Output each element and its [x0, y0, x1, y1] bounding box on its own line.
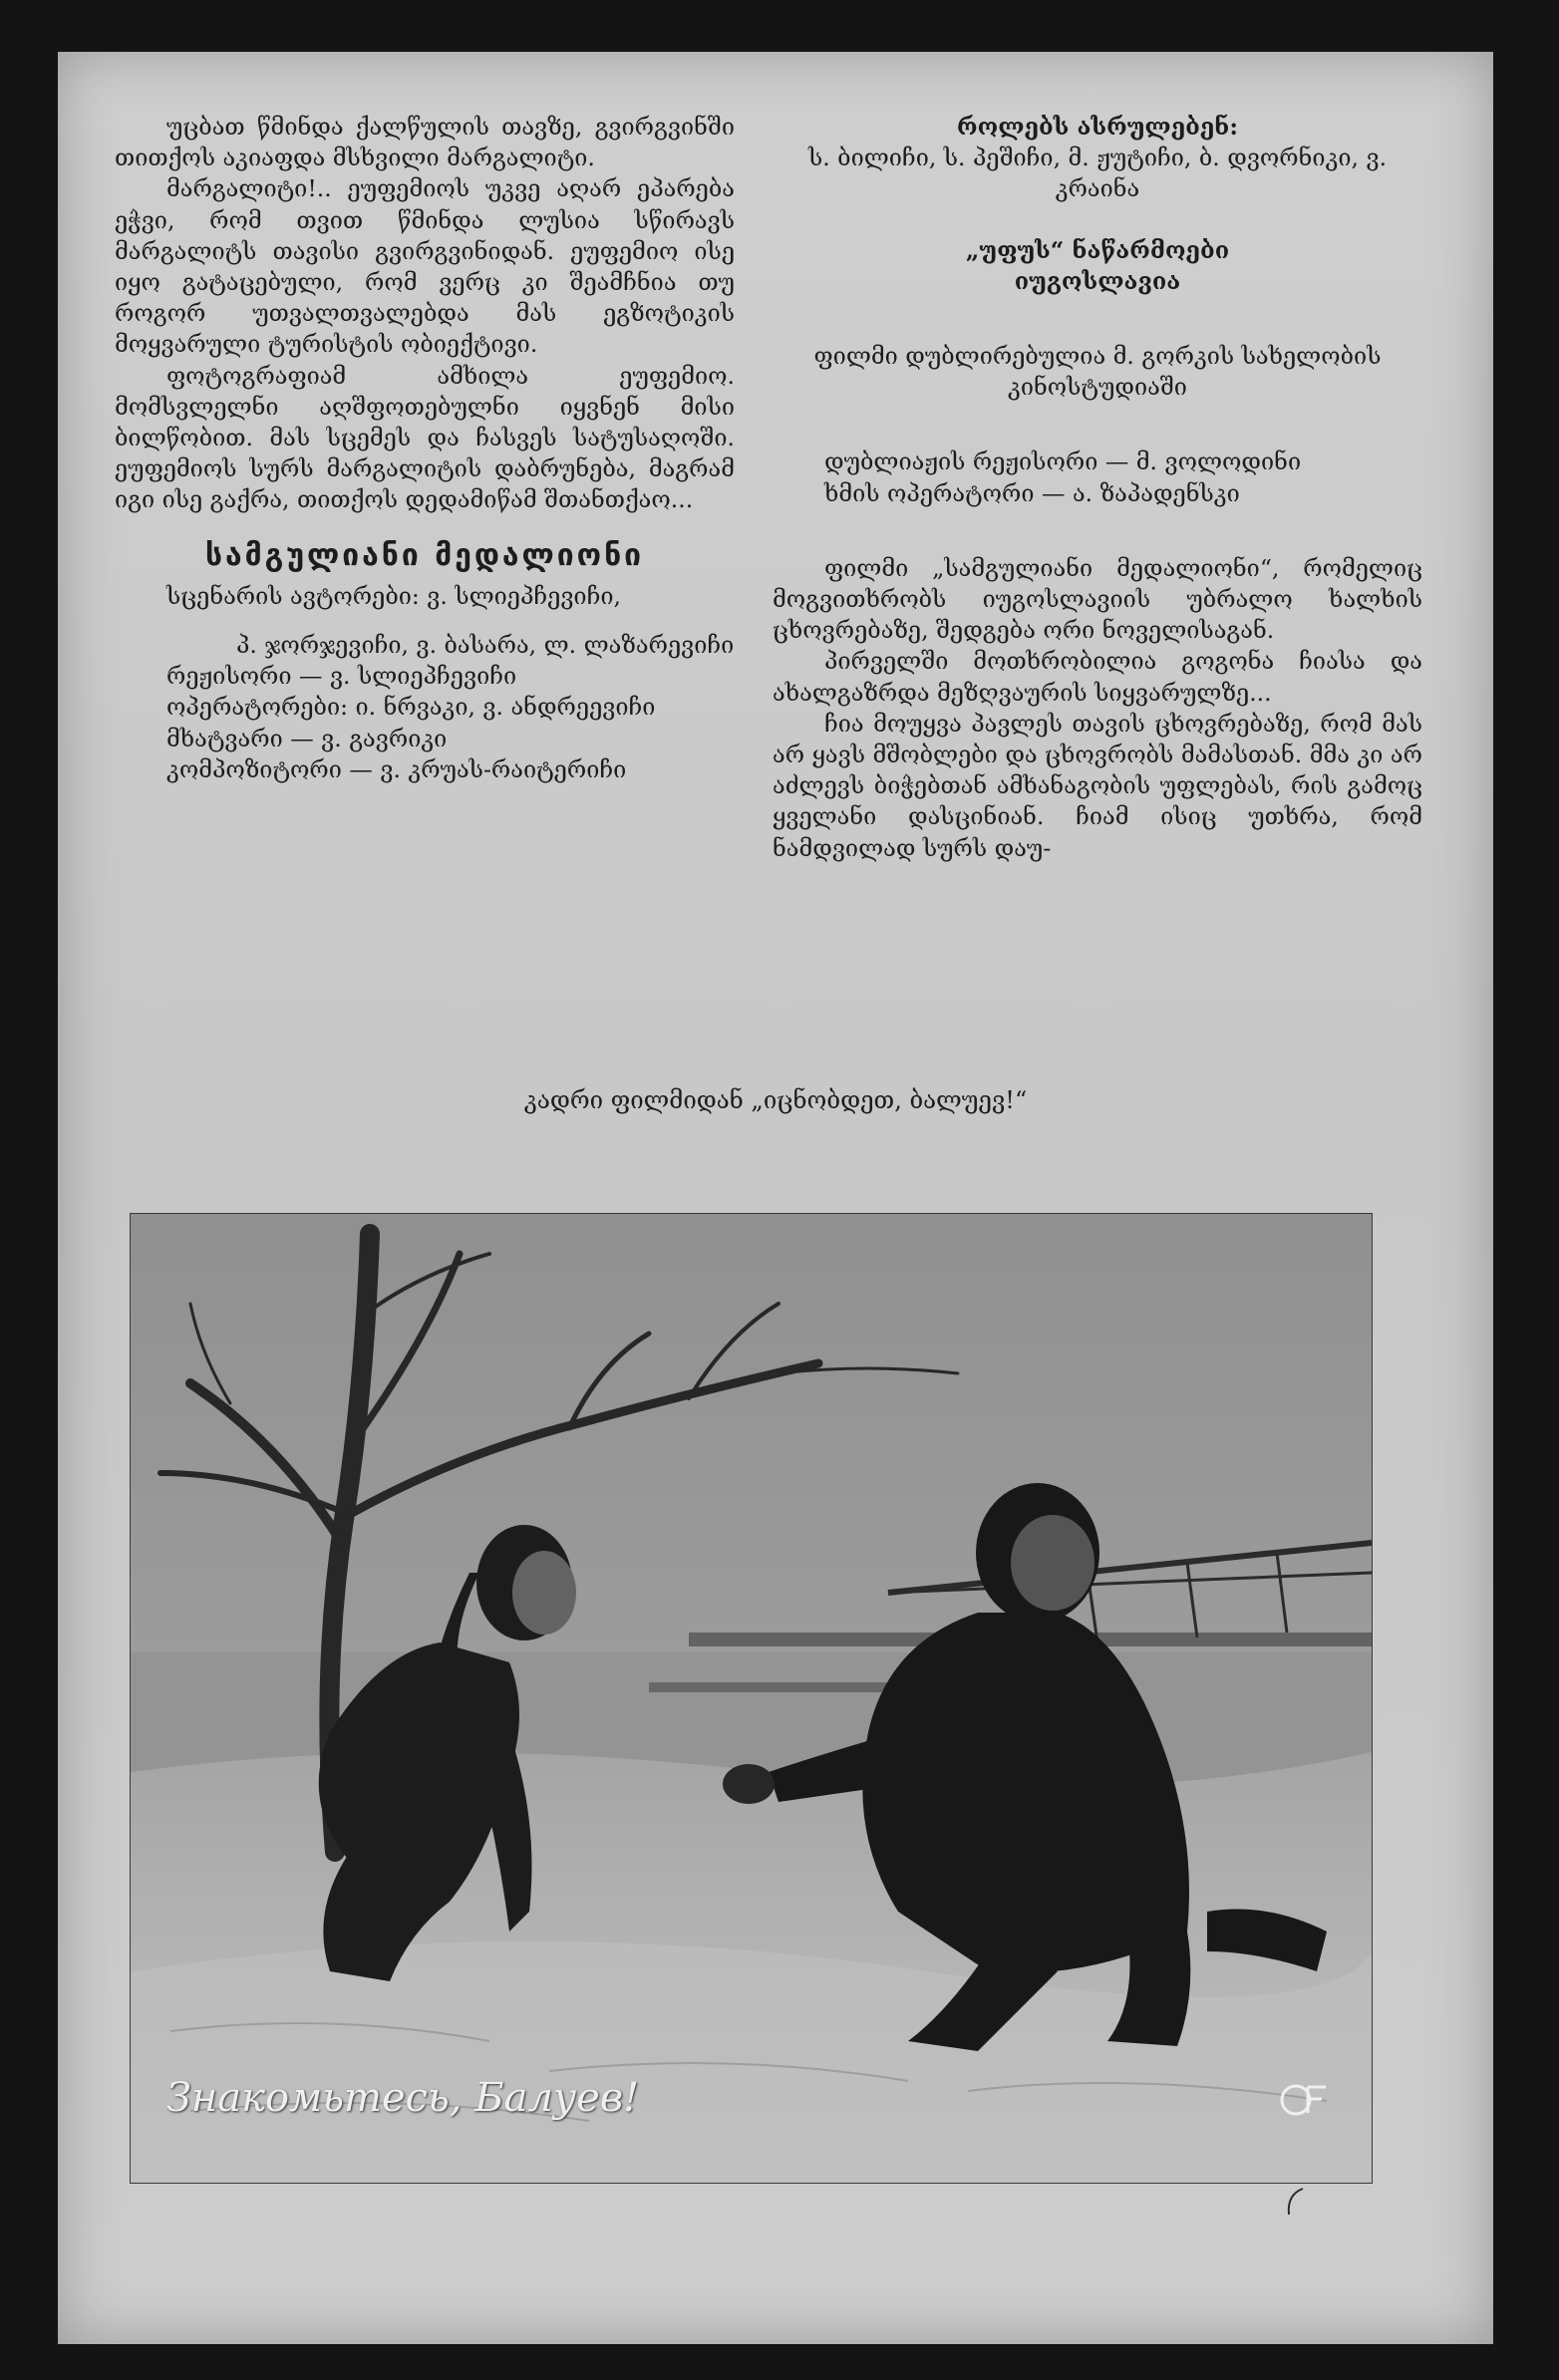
- magazine-page: [58, 52, 1493, 2344]
- credit-line: სცენარის ავტორები: ვ. სლიეპჩევიჩი,: [166, 581, 621, 610]
- paragraph: პირველში მოთხრობილია გოგონა ჩიასა და ახალგაზრდა მეზღვაურის სიყვარულზე...: [773, 647, 1422, 707]
- credit-line: მხატვარი — ვ. გავრიკი: [166, 724, 448, 752]
- paragraph: ჩია მოუყვა პავლეს თავის ცხოვრებაზე, რომ მას არ ყავს მშობლები და ცხოვრობს მამასთან. მმა კი არ აძლევს ბიჭებთან ამხანაგობის უფლებას, რის გამოც ყველანი დასცინიან. ჩიამ ისიც უთხრა, რომ ნამდვილად სურს დაუ-: [773, 709, 1422, 862]
- right-column: [773, 112, 1422, 864]
- film-still-illustration: [131, 1214, 1372, 2183]
- dubbing-credit: დუბლიაჟის რეჟისორი — მ. ვოლოდინი: [824, 447, 1302, 476]
- page-corner-mark-icon: [1281, 2183, 1311, 2223]
- country-heading: იუგოსლავია: [1014, 266, 1181, 295]
- paragraph: ფილმი „სამგულიანი მედალიონი“, რომელიც მოგვითხრობს იუგოსლავიის უბრალო ხალხის ცხოვრებაზე, შედგება ორი ნოველისაგან.: [773, 553, 1422, 645]
- studio-heading: „უფუს“ ნაწარმოები: [965, 235, 1230, 264]
- photo-caption: კადრი ფილმიდან „იცნობდეთ, ბალუევ!“: [523, 1086, 1028, 1114]
- photo-overlay-title: Знакомьтесь, Балуев!: [166, 2075, 640, 2121]
- credit-line: პ. ჯორჯევიჩი, ვ. ბასარა, ლ. ლაზარევიჩი: [236, 631, 735, 660]
- credit-line: ოპერატორები: ი. ნრვაკი, ვ. ანდრეევიჩი: [166, 693, 656, 722]
- left-column: [115, 112, 735, 785]
- credit-line: კომპოზიტორი — ვ. კრუას-რაიტერიჩი: [166, 754, 627, 783]
- paragraph: მარგალიტი!.. ეუფემიოს უკვე აღარ ეპარება ეჭვი, რომ თვით წმინდა ლუსია სწირავს მარგალიტს თავისი გვირგვინიდან. ეუფემიო ისე იყო გატაცებული, რომ ვერც კი შეამჩნია თუ როგორ უთვალთვალებდა მას ეგზოტიკის მოყვარული ტურისტის ობიექტივი.: [115, 174, 735, 359]
- dubbing-note: ფილმი დუბლირებულია მ. გორკის სახელობის კინოსტუდიაში: [813, 342, 1382, 402]
- film-still-photo: [130, 1213, 1373, 2184]
- credit-line: რეჟისორი — ვ. სლიეპჩევიჩი: [166, 662, 517, 691]
- dubbing-credit: ხმის ოპერატორი — ა. ზაპადენსკი: [824, 478, 1240, 507]
- film-title-heading: სამგულიანი მედალიონი: [204, 537, 645, 573]
- paragraph: ფოტოგრაფიამ ამხილა ეუფემიო. მომსვლელნი აღშფოთებულნი იყვნენ მისი ბილწობით. მას სცემეს და ჩასვეს სატუსაღოში. ეუფემიოს სურს მარგალიტის დაბრუნება, მაგრამ იგი ისე გაქრა, თითქოს დედამიწამ შთანთქაო...: [115, 361, 735, 514]
- film-studio-logo-icon: [1278, 2079, 1334, 2121]
- cast-label: როლებს ასრულებენ:: [956, 113, 1239, 141]
- cast-list: ს. ბილიჩი, ს. პეშიჩი, მ. ჟუტიჩი, ბ. დვორნიკი, ვ. კრაინა: [807, 144, 1388, 203]
- paragraph: უცბათ წმინდა ქალწულის თავზე, გვირგვინში თითქოს აკიაფდა მსხვილი მარგალიტი.: [115, 113, 735, 172]
